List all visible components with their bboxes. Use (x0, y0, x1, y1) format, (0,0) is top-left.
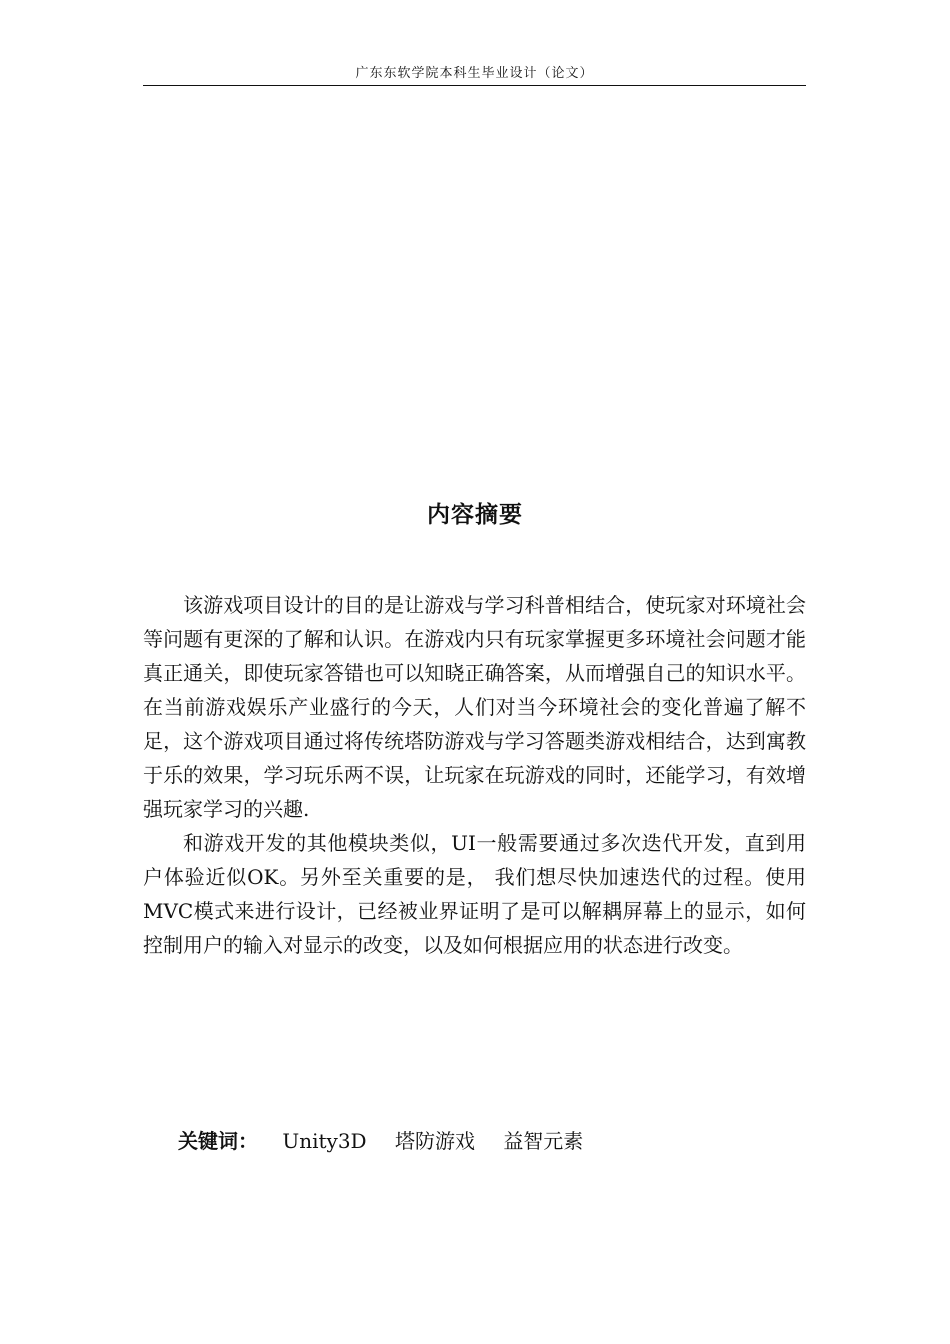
running-header: 广东东软学院本科生毕业设计（论文） (355, 66, 594, 81)
keyword-term-2: 塔防游戏 (394, 1129, 475, 1153)
keywords-line (178, 1124, 605, 1158)
keyword-term-1: Unity3D (282, 1129, 367, 1153)
keywords-label: 关键词： (178, 1129, 258, 1153)
keyword-term-3: 益智元素 (503, 1129, 584, 1153)
abstract-body (143, 588, 806, 962)
header-rule (143, 85, 806, 86)
abstract-title: 内容摘要 (427, 502, 523, 528)
abstract-paragraph-2: 和游戏开发的其他模块类似，UI一般需要通过多次迭代开发，直到用户体验近似OK。另外至关重要的是， 我们想尽快加速迭代的过程。使用MVC模式来进行设计，已经被业界证明了是可以解耦屏幕上的显示，如何控制用户的输入对显示的改变，以及如何根据应用的状态进行改变。 (143, 831, 806, 957)
abstract-paragraph-1: 该游戏项目设计的目的是让游戏与学习科普相结合，使玩家对环境社会等问题有更深的了解和认识。在游戏内只有玩家掌握更多环境社会问题才能真正通关，即使玩家答错也可以知晓正确答案，从而增强自己的知识水平。在当前游戏娱乐产业盛行的今天，人们对当今环境社会的变化普遍了解不足，这个游戏项目通过将传统塔防游戏与学习答题类游戏相结合，达到寓教于乐的效果，学习玩乐两不误，让玩家在玩游戏的同时，还能学习，有效增强玩家学习的兴趣. (143, 593, 806, 821)
